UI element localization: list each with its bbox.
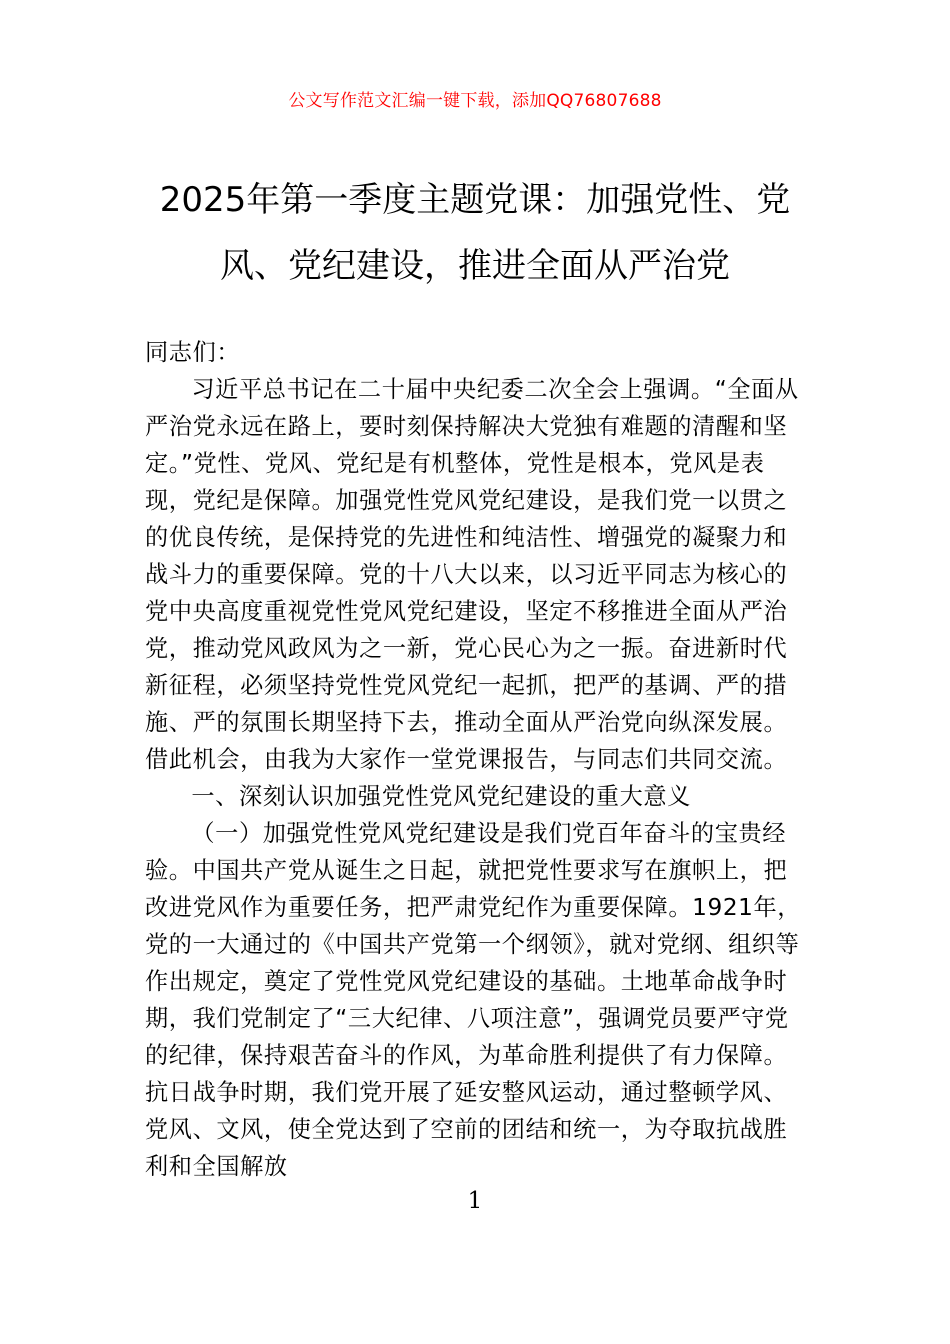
body-paragraph: 习近平总书记在二十届中央纪委二次全会上强调。“全面从严治党永远在路上，要时刻保持解决大党独有难题的清醒和坚定。”党性、党风、党纪是有机整体，党性是根本，党风是表现，党纪是保障。加强党性党风党纪建设，是我们党一以贯之的优良传统，是保持党的先进性和纯洁性、增强党的凝聚力和战斗力的重要保障。党的十八大以来，以习近平同志为核心的党中央高度重视党性党风党纪建设，坚定不移推进全面从严治党，推动党风政风为之一新，党心民心为之一振。奋进新时代新征程，必须坚持党性党风党纪一起抓，把严的基调、严的措施、严的氛围长期坚持下去，推动全面从严治党向纵深发展。借此机会，由我为大家作一堂党课报告，与同志们共同交流。 (145, 376, 799, 773)
page-number: 1 (467, 1188, 483, 1214)
document-title (120, 167, 830, 299)
title-line-2: 风、党纪建设，推进全面从严治党 (220, 246, 730, 286)
title-line-1: 2025年第一季度主题党课：加强党性、党 (159, 180, 791, 220)
document-body (145, 334, 810, 1185)
header-note[interactable]: 公文写作范文汇编一键下载，添加QQ76807688 (288, 91, 662, 111)
section-heading: 一、深刻认识加强党性党风党纪建设的重大意义 (191, 783, 691, 810)
salutation: 同志们： (145, 339, 241, 366)
body-paragraph: （一）加强党性党风党纪建设是我们党百年奋斗的宝贵经验。中国共产党从诞生之日起，就把党性要求写在旗帜上，把改进党风作为重要任务，把严肃党纪作为重要保障。1921年，党的一大通过的《中国共产党第一个纲领》，就对党纲、组织等作出规定，奠定了党性党风党纪建设的基础。土地革命战争时期，我们党制定了“三大纪律、八项注意”，强调党员要严守党的纪律，保持艰苦奋斗的作风，为革命胜利提供了有力保障。抗日战争时期，我们党开展了延安整风运动，通过整顿学风、党风、文风，使全党达到了空前的团结和统一，为夺取抗战胜利和全国解放 (145, 820, 802, 1180)
